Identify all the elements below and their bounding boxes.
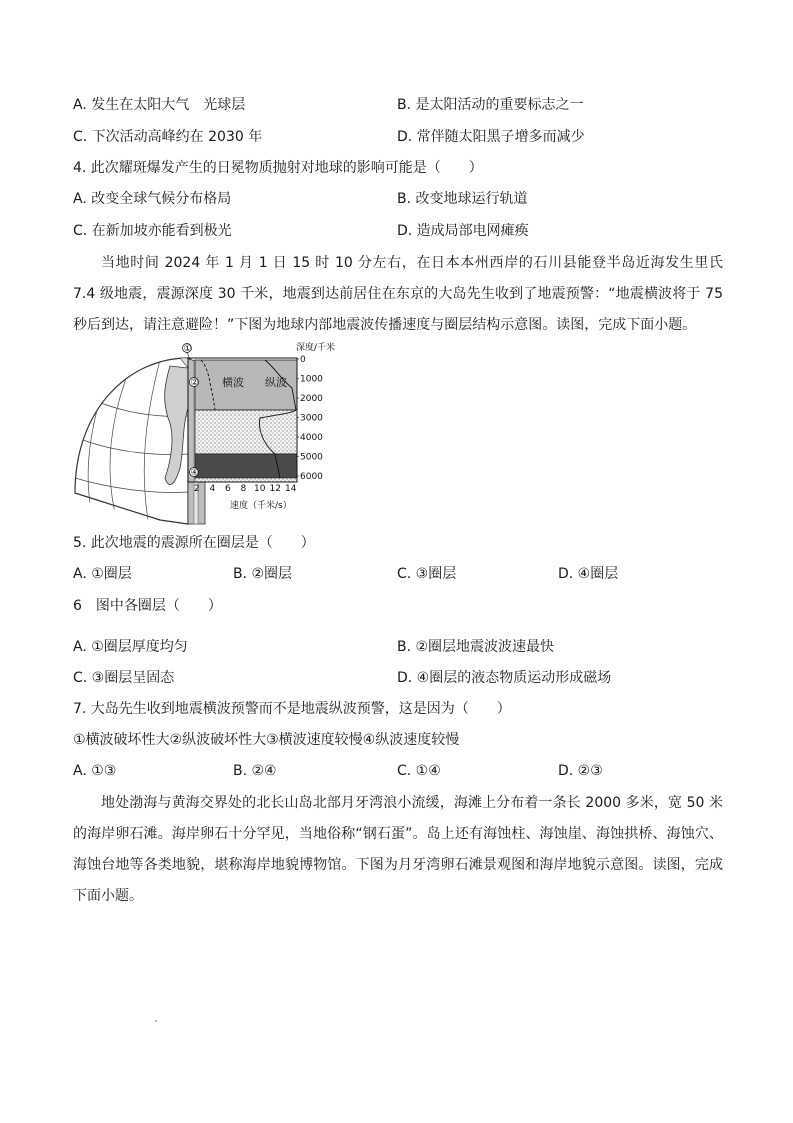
q7-option-d[interactable]: D. ②③ (558, 763, 603, 779)
speed-axis-label: 速度（千米/s） (230, 501, 292, 511)
q4-stem: 4. 此次耀斑爆发产生的日冕物质抛射对地球的影响可能是（ ） (73, 160, 483, 176)
speed-tick-label: 10 (254, 484, 266, 494)
depth-axis-label: 深度/千米 (296, 343, 336, 353)
depth-tick-label: 5000 (300, 452, 323, 463)
globe-graphic (75, 358, 205, 524)
layer-marker-4: ④ (190, 468, 199, 478)
q5-option-d[interactable]: D. ④圈层 (558, 566, 619, 582)
q4-option-d[interactable]: D. 造成局部电网瘫痪 (397, 223, 529, 239)
q4-option-b[interactable]: B. 改变地球运行轨道 (397, 191, 528, 207)
q4-options-row-1 (73, 189, 733, 209)
q5-option-b[interactable]: B. ②圈层 (233, 566, 293, 582)
s-wave-label: 横波 (222, 376, 244, 389)
depth-tick-label: 0 (300, 355, 306, 365)
layer-marker-2: ② (190, 378, 199, 388)
q7-options-row (73, 761, 733, 781)
q6-options-row-2 (73, 668, 733, 688)
depth-tick-label: 4000 (300, 433, 323, 443)
q7-option-c[interactable]: C. ①④ (397, 763, 441, 779)
q5-stem: 5. 此次地震的震源所在圈层是（ ） (73, 535, 315, 551)
q6-option-a[interactable]: A. ①圈层厚度均匀 (73, 639, 188, 655)
q6-option-c[interactable]: C. ③圈层呈固态 (73, 670, 175, 686)
passage-earthquake: 当地时间 2024 年 1 月 1 日 15 时 10 分左右，在日本本州西岸的石川县能登半岛近海发生里氏 7.4 级地震，震源深度 30 千米，地震到达前居住在东京的大岛先生收到了地震预警：“地震横波将于 75 秒后到达，请注意避险！”下图为地球内部地震波传播速度与圈层结构示意图。读图，完成下面小题。 (73, 255, 723, 333)
scan-speck (155, 1020, 157, 1022)
q4-option-c[interactable]: C. 在新加坡亦能看到极光 (73, 223, 232, 239)
q7-option-b[interactable]: B. ②④ (233, 763, 277, 779)
speed-tick-label: 14 (285, 484, 297, 494)
q3-options-row-2 (73, 127, 733, 147)
passage-coastal-landforms: 地处渤海与黄海交界处的北长山岛北部月牙湾浪小流缓，海滩上分布着一条长 2000 多米，宽 50 米的海岸卵石滩。海岸卵石十分罕见，当地俗称“钢石蛋”。岛上还有海蚀柱、海蚀崖、海蚀拱桥、海蚀穴、海蚀台地等各类地貌，堪称海岸地貌博物馆。下图为月牙湾卵石滩景观图和海岸地貌示意图。读图，完成下面小题。 (73, 795, 723, 904)
q6-option-d[interactable]: D. ④圈层的液态物质运动形成磁场 (397, 670, 612, 686)
q4-option-a[interactable]: A. 改变全球气候分布格局 (73, 191, 232, 207)
speed-tick-label: 12 (269, 484, 281, 494)
depth-tick-label: 3000 (300, 413, 323, 424)
earth-structure-figure (70, 338, 360, 526)
q5-option-a[interactable]: A. ①圈层 (73, 566, 132, 582)
q7-stem: 7. 大岛先生收到地震横波预警而不是地震纵波预警，这是因为（ ） (73, 701, 511, 717)
q6-option-b[interactable]: B. ②圈层地震波波速最快 (397, 639, 555, 655)
q3-option-b[interactable]: B. 是太阳活动的重要标志之一 (397, 97, 584, 113)
q7-option-a[interactable]: A. ①③ (73, 763, 117, 779)
p-wave-label: 纵波 (265, 376, 287, 389)
depth-tick-label: 2000 (300, 394, 323, 404)
q6-options-row-1 (73, 637, 733, 657)
q3-option-a[interactable]: A. 发生在太阳大气 光球层 (73, 97, 246, 113)
speed-tick-label: 6 (225, 484, 231, 494)
q6-stem: 6 图中各圈层（ ） (73, 598, 222, 614)
speed-tick-label: 2 (194, 484, 200, 494)
depth-tick-label: 6000 (300, 472, 323, 482)
speed-tick-label: 4 (209, 484, 216, 494)
speed-tick-label: 8 (240, 484, 247, 494)
q7-statements: ①横波破坏性大②纵波破坏性大③横波速度较慢④纵波速度较慢 (73, 732, 460, 748)
q3-options-row-1 (73, 95, 733, 115)
q3-option-d[interactable]: D. 常伴随太阳黑子增多而减少 (397, 129, 585, 145)
q3-option-c[interactable]: C. 下次活动高峰约在 2030 年 (73, 129, 263, 145)
depth-tick-label: 1000 (300, 374, 323, 385)
q4-options-row-2 (73, 221, 733, 241)
q5-options-row (73, 564, 733, 584)
layer-marker-1: ① (183, 344, 192, 354)
q5-option-c[interactable]: C. ③圈层 (397, 566, 457, 582)
